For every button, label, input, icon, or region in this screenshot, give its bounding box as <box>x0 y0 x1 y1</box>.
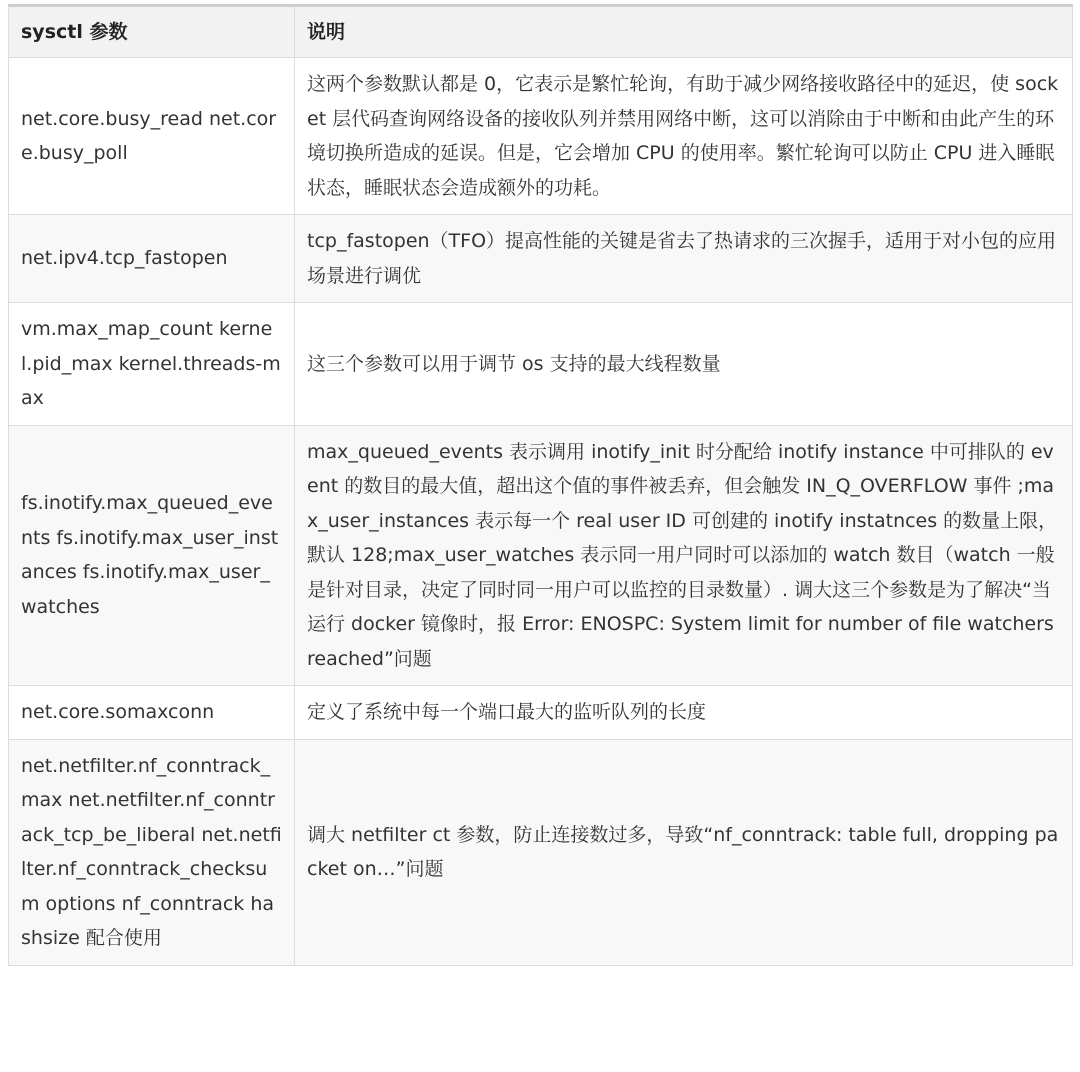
param-cell: net.ipv4.tcp_fastopen <box>9 215 295 303</box>
table-row <box>9 58 1073 215</box>
param-cell: net.netfilter.nf_conntrack_max net.netfilter.nf_conntrack_tcp_be_liberal net.netfilter.nf_conntrack_checksum options nf_conntrack hashsize 配合使用 <box>9 739 295 965</box>
table-row <box>9 686 1073 740</box>
desc-cell: max_queued_events 表示调用 inotify_init 时分配给 inotify instance 中可排队的 event 的数目的最大值，超出这个值的事件被丢弃，但会触发 IN_Q_OVERFLOW 事件 ;max_user_instances 表示每一个 real user ID 可创建的 inotify instatnces 的数量上限，默认 128;max_user_watches 表示同一用户同时可以添加的 watch 数目（watch 一般是针对目录，决定了同时同一用户可以监控的目录数量）. 调大这三个参数是为了解决“当运行 docker 镜像时，报 Error: ENOSPC: System limit for number of file watchers reached”问题 <box>295 425 1073 686</box>
desc-cell: 调大 netfilter ct 参数，防止连接数过多，导致“nf_conntrack: table full, dropping packet on…”问题 <box>295 739 1073 965</box>
table-row <box>9 303 1073 426</box>
desc-cell: 这三个参数可以用于调节 os 支持的最大线程数量 <box>295 303 1073 426</box>
desc-cell: 这两个参数默认都是 0，它表示是繁忙轮询，有助于减少网络接收路径中的延迟，使 socket 层代码查询网络设备的接收队列并禁用网络中断，这可以消除由于中断和由此产生的环境切换所造成的延误。但是，它会增加 CPU 的使用率。繁忙轮询可以防止 CPU 进入睡眠状态，睡眠状态会造成额外的功耗。 <box>295 58 1073 215</box>
sysctl-params-table <box>8 4 1073 966</box>
sysctl-params-table-container <box>8 4 1072 966</box>
table-header-row <box>9 6 1073 58</box>
param-cell: vm.max_map_count kernel.pid_max kernel.threads-max <box>9 303 295 426</box>
table-row <box>9 215 1073 303</box>
param-cell: net.core.busy_read net.core.busy_poll <box>9 58 295 215</box>
desc-cell: tcp_fastopen（TFO）提高性能的关键是省去了热请求的三次握手，适用于对小包的应用场景进行调优 <box>295 215 1073 303</box>
param-cell: fs.inotify.max_queued_events fs.inotify.max_user_instances fs.inotify.max_user_watches <box>9 425 295 686</box>
header-param: sysctl 参数 <box>9 6 295 58</box>
param-cell: net.core.somaxconn <box>9 686 295 740</box>
desc-cell: 定义了系统中每一个端口最大的监听队列的长度 <box>295 686 1073 740</box>
table-row <box>9 739 1073 965</box>
table-row <box>9 425 1073 686</box>
header-desc: 说明 <box>295 6 1073 58</box>
